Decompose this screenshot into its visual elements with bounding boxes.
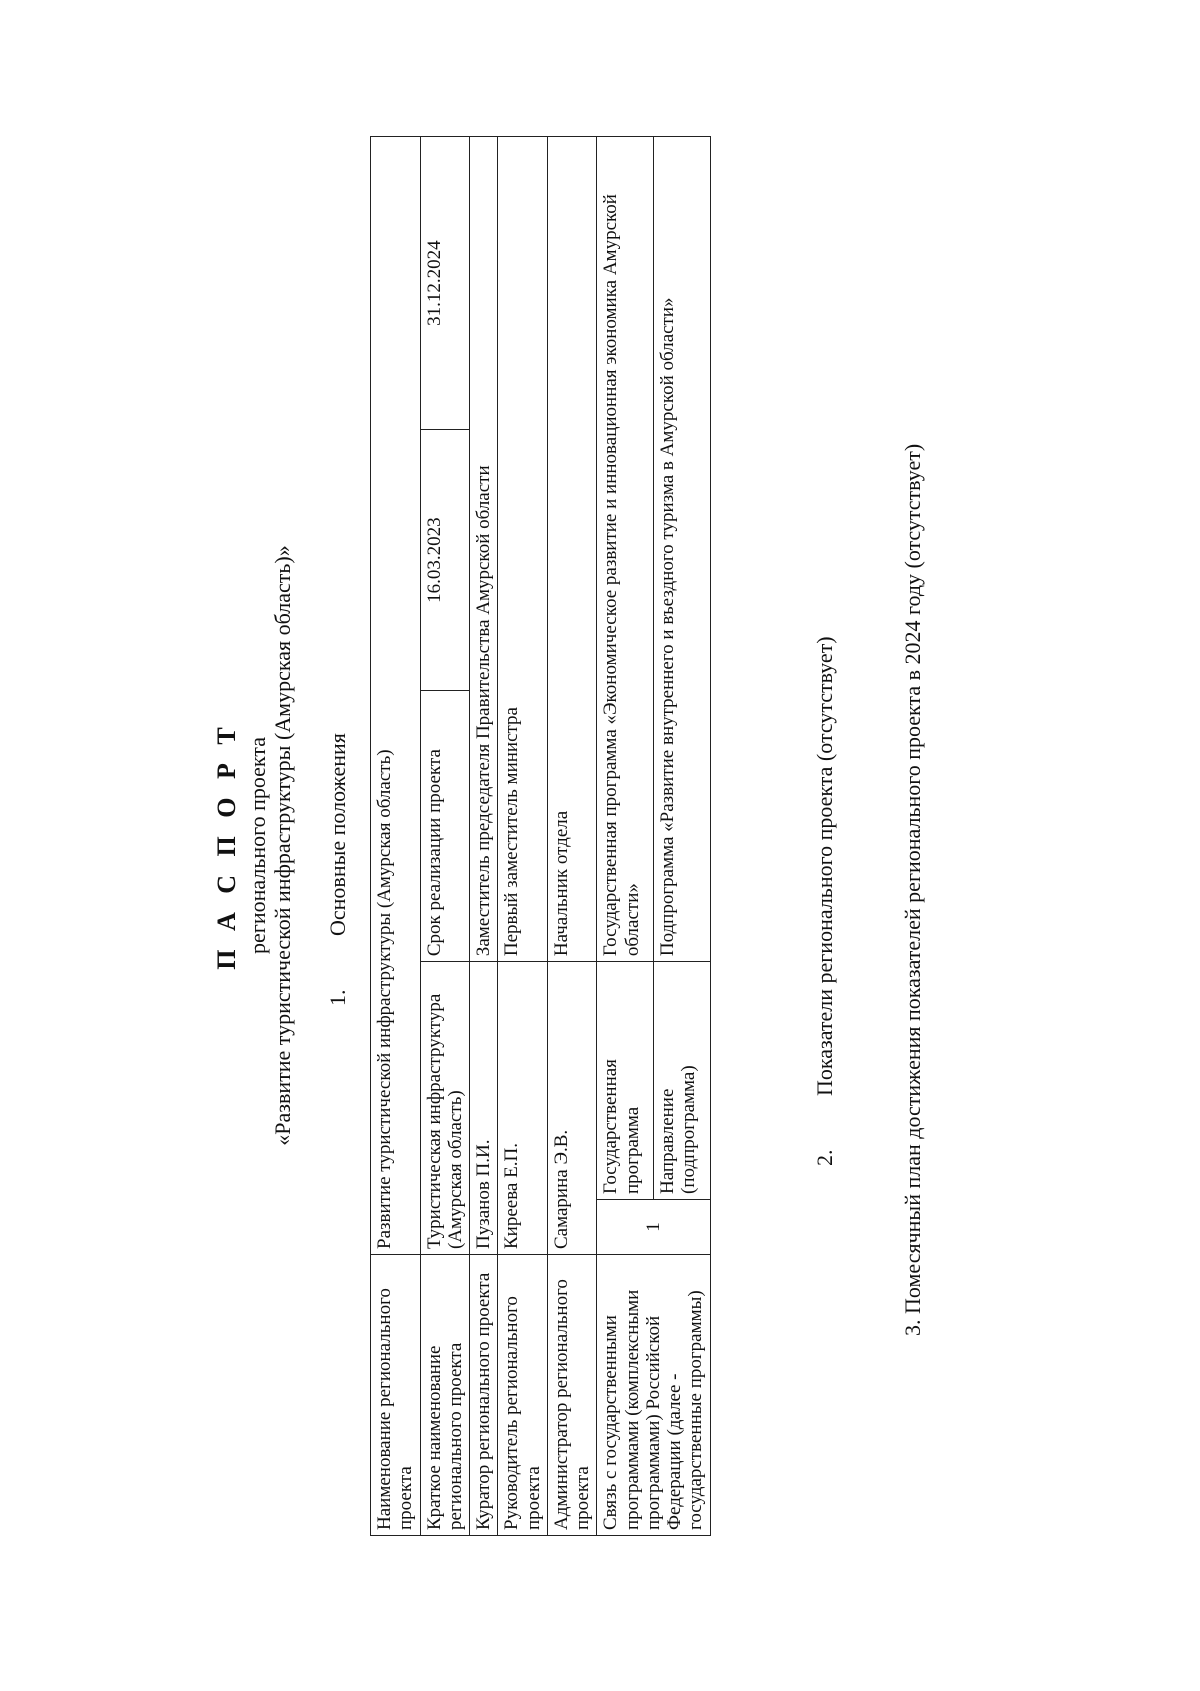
state-program-label: Государственная программа: [597, 962, 654, 1200]
section-3-heading: 3. Помесячный план достижения показателей регионального проекта в 2024 году (отсутствует): [900, 443, 925, 1336]
table-row-curator: [470, 137, 498, 1536]
admin-position: Начальник отдела: [547, 137, 597, 962]
curator-position: Заместитель председателя Правительства Амурской области: [470, 137, 498, 962]
term-label: Срок реализации проекта: [420, 691, 470, 962]
programs-link-label: Связь с государственными программами (комплексными программами) Российской Федерации (далее - государственные программы): [597, 1255, 710, 1536]
curator-name: Пузанов П.И.: [470, 962, 498, 1255]
section-1-heading: [325, 733, 351, 1006]
section-2-number: 2.: [812, 1149, 837, 1166]
project-name-heading: «Развитие туристической инфраструктуры (Амурская область)»: [270, 545, 295, 1146]
head-position: Первый заместитель министра: [498, 137, 548, 962]
table-row-head: [498, 137, 548, 1536]
programs-link-number: 1: [597, 1200, 710, 1255]
name-value: Развитие туристической инфраструктуры (Амурская область): [371, 137, 421, 1255]
end-date: 31.12.2024: [420, 137, 470, 430]
section-1-number: 1.: [325, 989, 350, 1006]
table-row-name: [371, 137, 421, 1536]
admin-name: Самарина Э.В.: [547, 962, 597, 1255]
document-title: П А С П О Р Т: [212, 721, 241, 970]
subprogram-label: Направление (подпрограмма): [654, 962, 711, 1200]
short-name-value: Туристическая инфраструктура (Амурская область): [420, 962, 470, 1255]
section-1-title: Основные положения: [325, 733, 350, 936]
table-row-admin: [547, 137, 597, 1536]
head-label: Руководитель регионального проекта: [498, 1255, 548, 1536]
short-name-label: Краткое наименование регионального проекта: [420, 1255, 470, 1536]
section-2-title: Показатели регионального проекта (отсутствует): [812, 636, 837, 1096]
name-label: Наименование регионального проекта: [371, 1255, 421, 1536]
start-date: 16.03.2023: [420, 430, 470, 691]
document-subtitle: регионального проекта: [245, 737, 270, 954]
head-name: Киреева Е.П.: [498, 962, 548, 1255]
table-row-short: [420, 137, 470, 1536]
section-2-heading: [812, 636, 838, 1166]
project-info-table: [370, 136, 711, 1536]
table-row-gp: [597, 137, 654, 1536]
state-program-value: Государственная программа «Экономическое развитие и инновационная экономика Амурской области»: [597, 137, 654, 962]
admin-label: Администратор регионального проекта: [547, 1255, 597, 1536]
subprogram-value: Подпрограмма «Развитие внутреннего и въездного туризма в Амурской области»: [654, 137, 711, 962]
curator-label: Куратор регионального проекта: [470, 1255, 498, 1536]
